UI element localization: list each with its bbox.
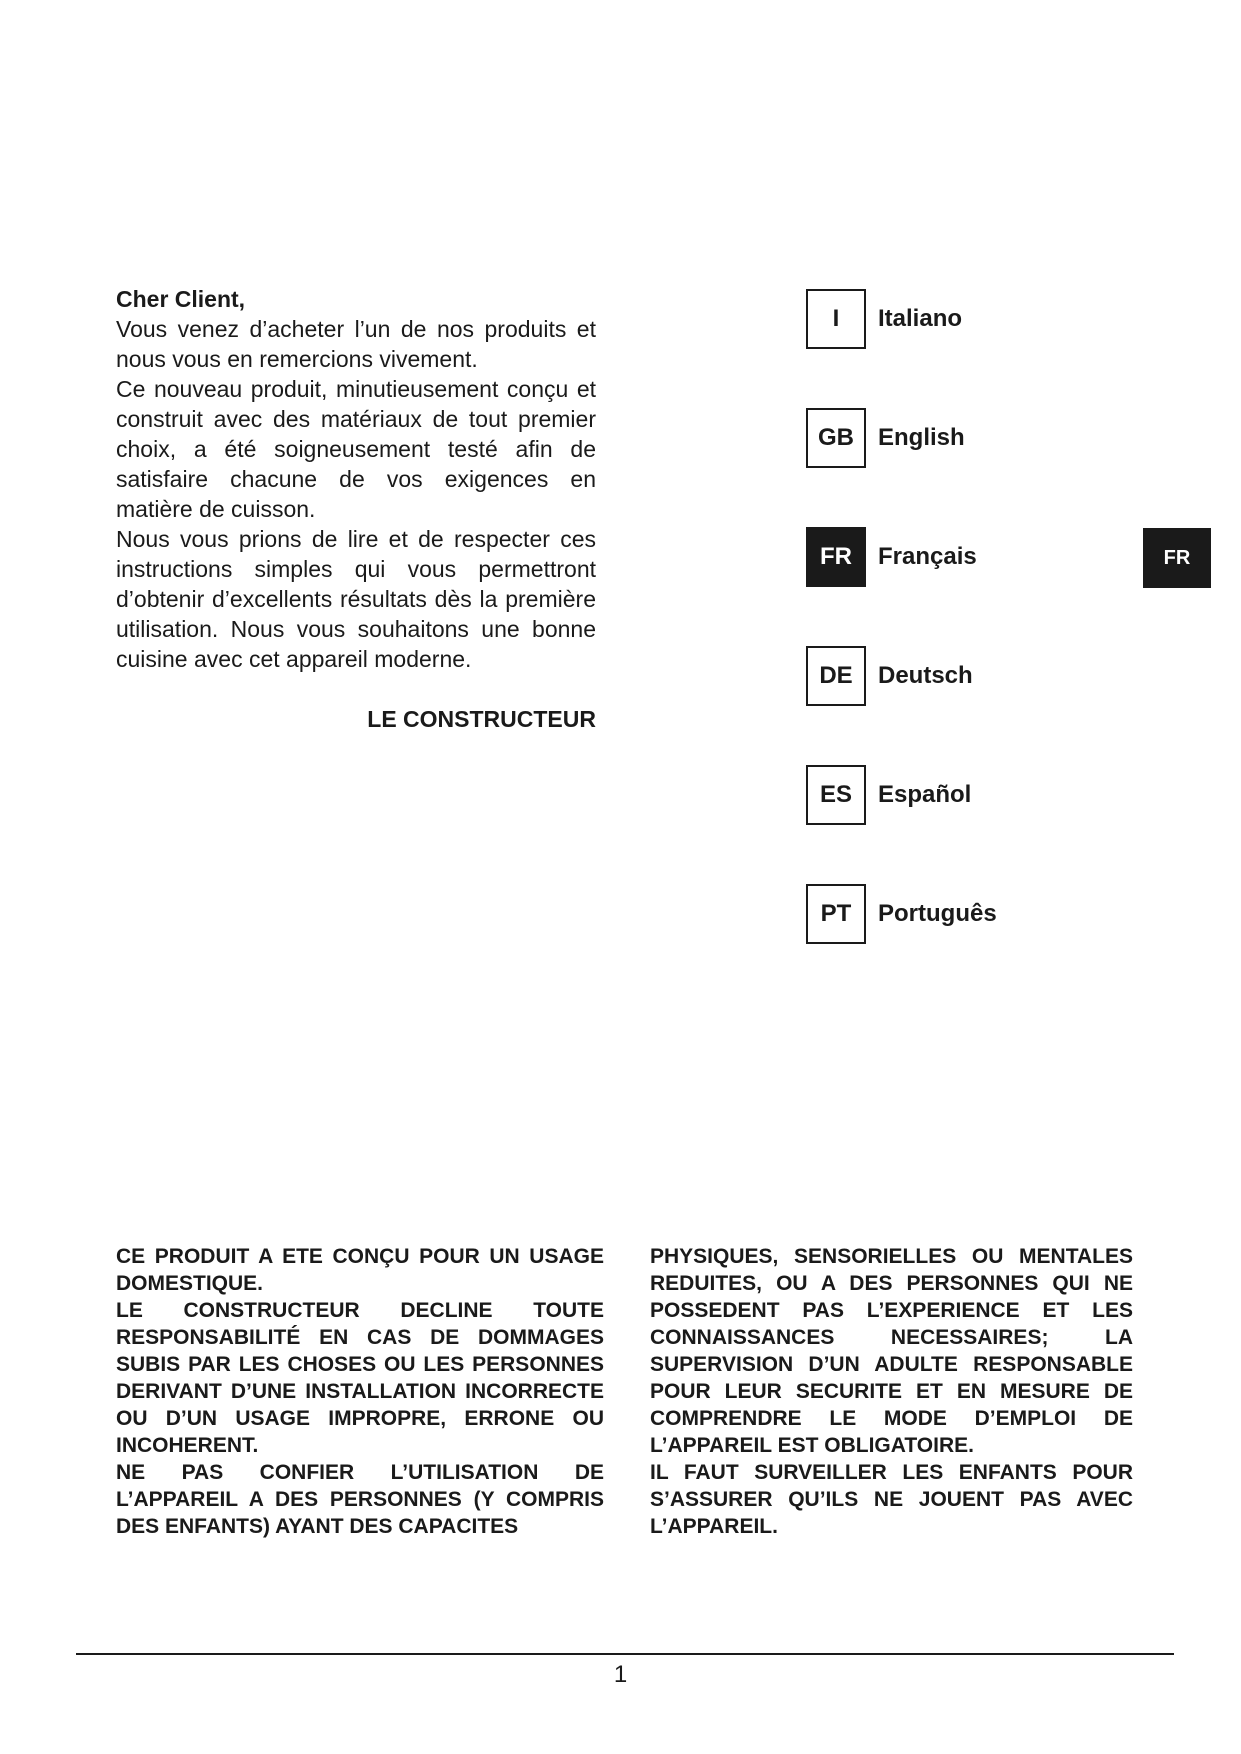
warning-paragraph: IL FAUT SURVEILLER LES ENFANTS POUR S’ASSURER QU’ILS NE JOUENT PAS AVEC L’APPAREIL. [650, 1461, 1133, 1538]
language-name: Deutsch [878, 662, 973, 689]
language-name: Português [878, 900, 997, 927]
intro-paragraph: Vous venez d’acheter l’un de nos produits et nous vous en remercions vivement. [116, 316, 596, 372]
language-code: GB [806, 408, 866, 468]
safety-warning-left [116, 1243, 604, 1540]
intro-paragraph: Nous vous prions de lire et de respecter ces instructions simples qui vous permettront d’obtenir d’excellents résultats dès la première utilisation. Nous vous souhaitons une bonne cuisine avec cet appareil moderne. [116, 526, 596, 672]
language-item-francais[interactable] [806, 527, 997, 587]
language-item-deutsch[interactable] [806, 646, 997, 706]
page-number: 1 [613, 1661, 628, 1688]
warning-paragraph: LE CONSTRUCTEUR DECLINE TOUTE RESPONSABILITÉ EN CAS DE DOMMAGES SUBIS PAR LES CHOSES OU LES PERSONNES DERIVANT D’UNE INSTALLATION INCORRECTE OU D’UN USAGE IMPROPRE, ERRONE OU INCOHERENT. [116, 1299, 604, 1457]
language-item-portugues[interactable] [806, 884, 997, 944]
language-code: DE [806, 646, 866, 706]
language-code: FR [806, 527, 866, 587]
language-code: PT [806, 884, 866, 944]
language-item-italiano[interactable] [806, 289, 997, 349]
language-item-espanol[interactable] [806, 765, 997, 825]
language-index [806, 289, 997, 944]
language-code: ES [806, 765, 866, 825]
language-code: I [806, 289, 866, 349]
warning-paragraph: NE PAS CONFIER L’UTILISATION DE L’APPAREIL A DES PERSONNES (Y COMPRIS DES ENFANTS) AYANT DES CAPACITES [116, 1461, 604, 1538]
intro-letter [116, 284, 596, 734]
greeting: Cher Client, [116, 286, 246, 312]
language-name: Italiano [878, 305, 963, 332]
safety-warning-right [650, 1243, 1133, 1540]
language-name: Español [878, 781, 972, 808]
section-tab-fr: FR [1143, 528, 1211, 588]
warning-paragraph: CE PRODUIT A ETE CONÇU POUR UN USAGE DOMESTIQUE. [116, 1245, 604, 1295]
signature: LE CONSTRUCTEUR [367, 706, 596, 732]
warning-paragraph: PHYSIQUES, SENSORIELLES OU MENTALES REDUITES, OU A DES PERSONNES QUI NE POSSEDENT PAS L’EXPERIENCE ET LES CONNAISSANCES NECESSAIRES; LA SUPERVISION D’UN ADULTE RESPONSABLE POUR LEUR SECURITE ET EN MESURE DE COMPRENDRE LE MODE D’EMPLOI DE L’APPAREIL EST OBLIGATOIRE. [650, 1245, 1133, 1457]
footer-divider [76, 1653, 1174, 1655]
language-name: English [878, 424, 965, 451]
language-item-english[interactable] [806, 408, 997, 468]
intro-paragraph: Ce nouveau produit, minutieusement conçu et construit avec des matériaux de tout premier choix, a été soigneusement testé afin de satisfaire chacune de vos exigences en matière de cuisson. [116, 376, 596, 522]
language-name: Français [878, 543, 977, 570]
